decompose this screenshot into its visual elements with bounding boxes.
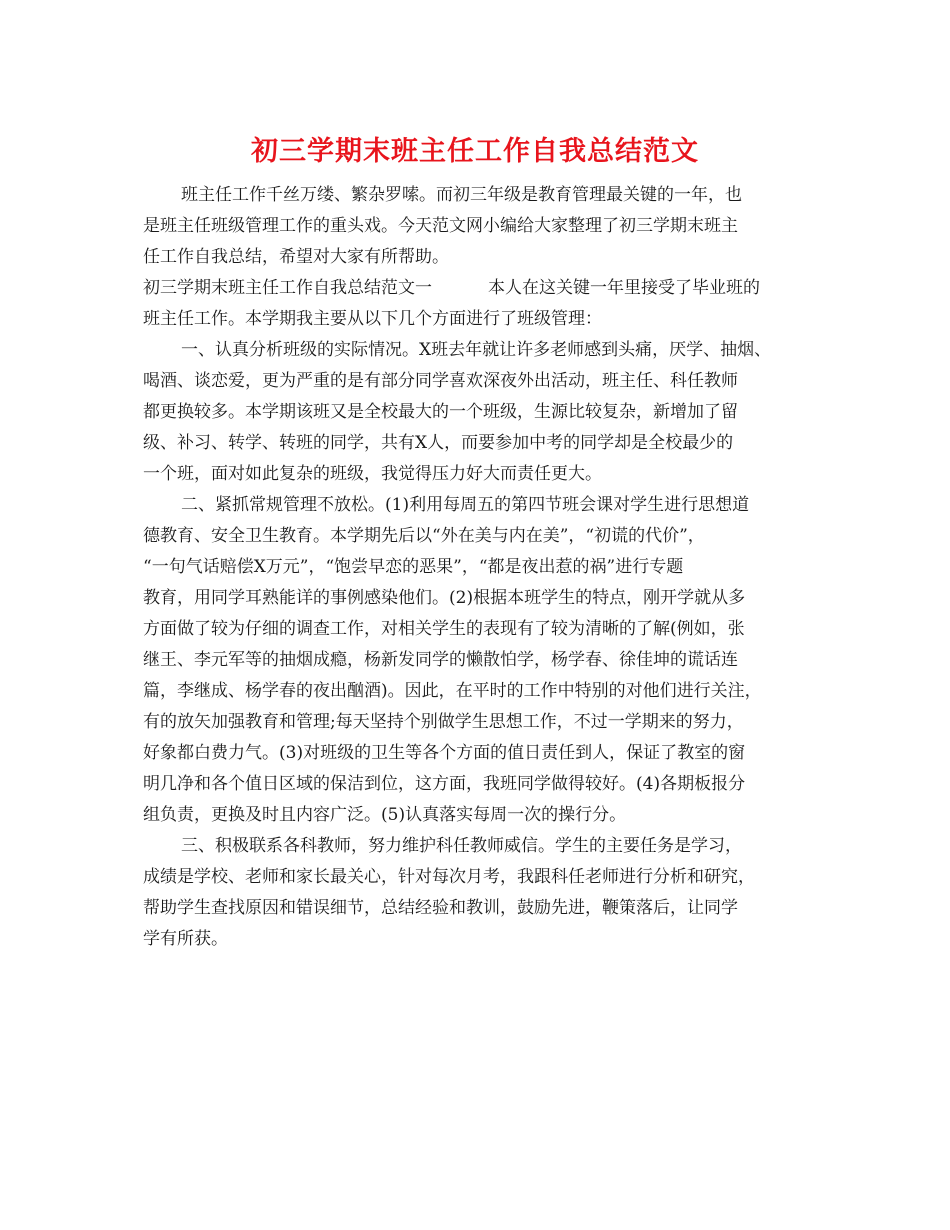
document-body [143, 180, 828, 955]
document-title: 初三学期末班主任工作自我总结范文 [251, 136, 699, 167]
paragraph-2-line: 篇，李继成、杨学春的夜出酗酒)。因此，在平时的工作中特别的对他们进行关注， [143, 681, 762, 701]
paragraph-1-line: 级、补习、转学、转班的同学，共有X人，而要参加中考的同学却是全校最少的 [143, 433, 734, 453]
paragraph-2-line: 明几净和各个值日区域的保洁到位，这方面，我班同学做得较好。(4)各期板报分 [143, 774, 746, 794]
paragraph-2-line: 德教育、安全卫生教育。本学期先后以“外在美与内在美”，“初谎的代价”， [143, 526, 705, 546]
paragraph-1-line: 喝酒、谈恋爱，更为严重的是有部分同学喜欢深夜外出活动，班主任、科任教师 [143, 371, 738, 391]
paragraph-2-line: 有的放矢加强教育和管理;每天坚持个别做学生思想工作，不过一学期来的努力， [143, 712, 744, 732]
section-heading: 初三学期末班主任工作自我总结范文一 [143, 278, 432, 298]
section-heading-line [143, 273, 828, 304]
intro-line: 班主任工作千丝万缕、繁杂罗嗦。而初三年级是教育管理最关键的一年，也 [181, 185, 742, 205]
paragraph-3-line: 三、积极联系各科教师，努力维护科任教师威信。学生的主要任务是学习， [181, 836, 742, 856]
paragraph-2-line: 教育，用同学耳熟能详的事例感染他们。(2)根据本班学生的特点，刚开学就从多 [143, 588, 746, 608]
paragraph-3-line: 成绩是学校、老师和家长最关心，针对每次月考，我跟科任老师进行分析和研究， [143, 867, 755, 887]
paragraph-3-line: 帮助学生查找原因和错误细节，总结经验和教训，鼓励先进，鞭策落后，让同学 [143, 898, 738, 918]
intro-line: 任工作自我总结，希望对大家有所帮助。 [143, 247, 449, 267]
section-intro-line: 班主任工作。本学期我主要从以下几个方面进行了班级管理： [143, 309, 602, 329]
paragraph-2-line: 好象都白费力气。(3)对班级的卫生等各个方面的值日责任到人，保证了教室的窗 [143, 743, 746, 763]
paragraph-3-line: 学有所获。 [143, 929, 228, 949]
paragraph-2-line: 二、紧抓常规管理不放松。(1)利用每周五的第四节班会课对学生进行思想道 [181, 495, 750, 515]
paragraph-2-line: “一句气话赔偿X万元”，“饱尝早恋的恶果”，“都是夜出惹的祸”进行专题 [143, 557, 684, 577]
paragraph-1-line: 一、认真分析班级的实际情况。X班去年就让许多老师感到头痛，厌学、抽烟、 [181, 340, 772, 360]
intro-line: 是班主任班级管理工作的重头戏。今天范文网小编给大家整理了初三学期末班主 [143, 216, 738, 236]
section-intro-text: 本人在这关键一年里接受了毕业班的 [488, 278, 760, 298]
paragraph-2-line: 组负责，更换及时且内容广泛。(5)认真落实每周一次的操行分。 [143, 805, 627, 825]
paragraph-2-line: 方面做了较为仔细的调查工作，对相关学生的表现有了较为清晰的了解(例如，张 [143, 619, 745, 639]
paragraph-1-line: 都更换较多。本学期该班又是全校最大的一个班级，生源比较复杂，新增加了留 [143, 402, 738, 422]
paragraph-2-line: 继王、李元军等的抽烟成瘾，杨新发同学的懒散怕学，杨学春、徐佳坤的谎话连 [143, 650, 738, 670]
paragraph-1-line: 一个班，面对如此复杂的班级，我觉得压力好大而责任更大。 [143, 464, 602, 484]
